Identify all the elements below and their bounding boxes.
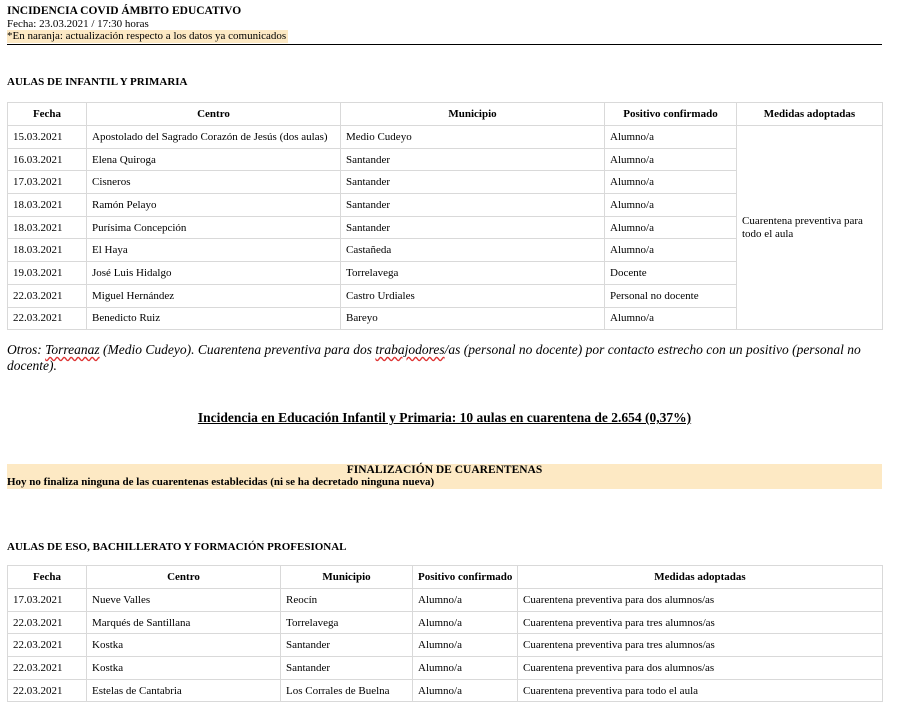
cell-municipio: Torrelavega	[281, 611, 413, 634]
col-positivo: Positivo confirmado	[605, 103, 737, 126]
section-title-primaria: AULAS DE INFANTIL Y PRIMARIA	[7, 76, 188, 88]
cell-centro: Marqués de Santillana	[87, 611, 281, 634]
cell-medidas-merged: Cuarentena preventiva para todo el aula	[737, 126, 883, 330]
cell-municipio: Reocín	[281, 589, 413, 612]
cell-municipio: Santander	[281, 634, 413, 657]
cell-positivo: Alumno/a	[413, 634, 518, 657]
cell-municipio: Santander	[341, 194, 605, 217]
table-row	[8, 126, 883, 149]
document-date: Fecha: 23.03.2021 / 17:30 horas	[7, 18, 149, 30]
table-row	[8, 611, 883, 634]
cell-municipio: Santander	[341, 148, 605, 171]
cell-fecha: 22.03.2021	[8, 284, 87, 307]
update-note: *En naranja: actualización respecto a los datos ya comunicados	[7, 30, 287, 42]
otros-misspelled-word: trabajodores	[375, 342, 445, 357]
cell-centro: Elena Quiroga	[87, 148, 341, 171]
cell-centro: José Luis Hidalgo	[87, 262, 341, 285]
cell-centro: Estelas de Cantabria	[87, 679, 281, 702]
cell-fecha: 18.03.2021	[8, 239, 87, 262]
document-header	[7, 5, 882, 43]
cell-fecha: 22.03.2021	[8, 307, 87, 330]
otros-paragraph	[7, 342, 887, 374]
cell-positivo: Alumno/a	[413, 589, 518, 612]
table-header-row	[8, 566, 883, 589]
cell-fecha: 17.03.2021	[8, 171, 87, 194]
cell-fecha: 22.03.2021	[8, 634, 87, 657]
cell-municipio: Santander	[341, 171, 605, 194]
cell-centro: El Haya	[87, 239, 341, 262]
cell-centro: Kostka	[87, 634, 281, 657]
cell-positivo: Alumno/a	[413, 679, 518, 702]
table-row	[8, 634, 883, 657]
table-row	[8, 589, 883, 612]
cell-municipio: Castro Urdiales	[341, 284, 605, 307]
cell-positivo: Alumno/a	[605, 216, 737, 239]
cell-fecha: 17.03.2021	[8, 589, 87, 612]
header-divider	[7, 44, 882, 45]
col-centro: Centro	[87, 566, 281, 589]
cell-centro: Kostka	[87, 657, 281, 680]
cell-centro: Benedicto Ruiz	[87, 307, 341, 330]
cell-fecha: 22.03.2021	[8, 611, 87, 634]
cell-centro: Miguel Hernández	[87, 284, 341, 307]
col-medidas: Medidas adoptadas	[737, 103, 883, 126]
cell-centro: Nueve Valles	[87, 589, 281, 612]
cell-medidas: Cuarentena preventiva para dos alumnos/as	[518, 589, 883, 612]
finalizacion-text: Hoy no finaliza ninguna de las cuarentenas establecidas (ni se ha decretado ninguna nueva)	[7, 476, 435, 488]
col-municipio: Municipio	[341, 103, 605, 126]
cell-fecha: 16.03.2021	[8, 148, 87, 171]
cell-centro: Ramón Pelayo	[87, 194, 341, 217]
cell-fecha: 19.03.2021	[8, 262, 87, 285]
cell-positivo: Alumno/a	[413, 657, 518, 680]
cell-positivo: Alumno/a	[605, 126, 737, 149]
otros-place: Torreanaz	[45, 342, 100, 357]
otros-prefix: Otros:	[7, 342, 46, 357]
finalizacion-title: FINALIZACIÓN DE CUARENTENAS	[346, 464, 543, 476]
finalizacion-box	[7, 464, 882, 489]
col-fecha: Fecha	[8, 566, 87, 589]
cell-municipio: Medio Cudeyo	[341, 126, 605, 149]
table-row	[8, 657, 883, 680]
col-positivo: Positivo confirmado	[413, 566, 518, 589]
cell-fecha: 15.03.2021	[8, 126, 87, 149]
cell-fecha: 22.03.2021	[8, 657, 87, 680]
cell-positivo: Alumno/a	[605, 171, 737, 194]
primaria-table	[7, 102, 883, 330]
cell-positivo: Docente	[605, 262, 737, 285]
cell-centro: Apostolado del Sagrado Corazón de Jesús (dos aulas)	[87, 126, 341, 149]
col-centro: Centro	[87, 103, 341, 126]
eso-table	[7, 565, 883, 702]
cell-centro: Purísima Concepción	[87, 216, 341, 239]
col-medidas: Medidas adoptadas	[518, 566, 883, 589]
incidence-summary: Incidencia en Educación Infantil y Primaria: 10 aulas en cuarentena de 2.654 (0,37%)	[197, 410, 692, 425]
cell-medidas: Cuarentena preventiva para tres alumnos/as	[518, 634, 883, 657]
cell-municipio: Los Corrales de Buelna	[281, 679, 413, 702]
cell-positivo: Personal no docente	[605, 284, 737, 307]
cell-municipio: Torrelavega	[341, 262, 605, 285]
cell-fecha: 18.03.2021	[8, 216, 87, 239]
cell-positivo: Alumno/a	[605, 194, 737, 217]
cell-positivo: Alumno/a	[605, 148, 737, 171]
cell-fecha: 18.03.2021	[8, 194, 87, 217]
col-municipio: Municipio	[281, 566, 413, 589]
cell-municipio: Santander	[341, 216, 605, 239]
cell-medidas: Cuarentena preventiva para dos alumnos/as	[518, 657, 883, 680]
section-title-eso: AULAS DE ESO, BACHILLERATO Y FORMACIÓN PROFESIONAL	[7, 541, 347, 553]
cell-medidas: Cuarentena preventiva para todo el aula	[518, 679, 883, 702]
cell-municipio: Bareyo	[341, 307, 605, 330]
table-header-row	[8, 103, 883, 126]
cell-positivo: Alumno/a	[413, 611, 518, 634]
cell-positivo: Alumno/a	[605, 239, 737, 262]
table-row	[8, 679, 883, 702]
otros-mid: (Medio Cudeyo). Cuarentena preventiva para dos	[99, 342, 376, 357]
cell-centro: Cisneros	[87, 171, 341, 194]
col-fecha: Fecha	[8, 103, 87, 126]
document-title: INCIDENCIA COVID ÁMBITO EDUCATIVO	[7, 5, 242, 17]
cell-fecha: 22.03.2021	[8, 679, 87, 702]
cell-municipio: Castañeda	[341, 239, 605, 262]
otros-suffix: /as (personal no docente) por contacto estrecho con un positivo (personal no docente).	[7, 342, 861, 373]
cell-medidas: Cuarentena preventiva para tres alumnos/as	[518, 611, 883, 634]
cell-municipio: Santander	[281, 657, 413, 680]
cell-positivo: Alumno/a	[605, 307, 737, 330]
